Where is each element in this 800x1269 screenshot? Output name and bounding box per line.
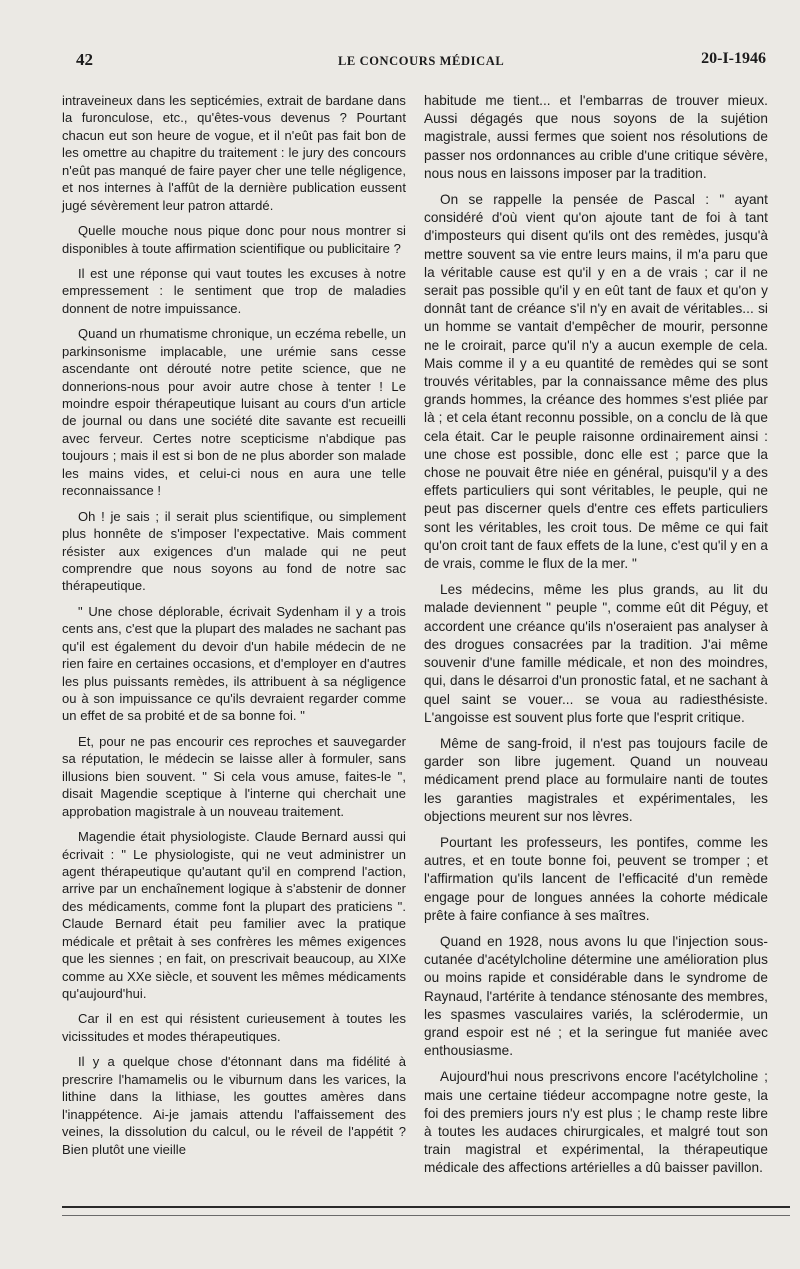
page-number: 42	[76, 50, 93, 69]
paragraph: Quelle mouche nous pique donc pour nous montrer si disponibles à toute affirmation scientifique ou publicitaire ?	[62, 223, 406, 256]
paragraph: Et, pour ne pas encourir ces reproches et sauvegarder sa réputation, le médecin se laisse aller à formuler, sans illusions bien souvent. " Si cela vous amuse, faites-le ", disait Magendie sceptique à l'interne qui cherchait une approbation magistrale à un nouveau traitement.	[62, 733, 406, 819]
paragraph: Quand un rhumatisme chronique, un eczéma rebelle, un parkinsonisme implacable, une urémie sans cesse ascendante ont dérouté notre petite science, que ne donnerions-nous pour avoir autre chose à tenter ! Le moindre espoir thérapeutique luisant au cours d'un article de journal ou dans une société dite savante est recueilli avec ferveur. Certes notre scepticisme n'abdique pas toujours ; mais il est si bon de ne plus aborder son malade les mains vides, et celui-ci nous en aura une telle reconnaissance !	[62, 326, 406, 499]
right-column	[424, 92, 768, 1186]
paragraph: Oh ! je sais ; il serait plus scientifique, ou simplement plus honnête de s'imposer l'expectative. Mais comment résister aux exigences d'un malade qui ne peut comprendre que nous soyons au fond de notre sac thérapeutique.	[62, 508, 406, 594]
paragraph: Il est une réponse qui vaut toutes les excuses à notre empressement : le sentiment que trop de maladies donnent de notre impuissance.	[62, 265, 406, 316]
paragraph: Il y a quelque chose d'étonnant dans ma fidélité à prescrire l'hamamelis ou le viburnum dans les varices, la lithine dans la lithiase, les gouttes amères dans l'inappétence. Ai-je jamais attendu l'affaissement des veines, la dissolution du calcul, ou le réveil de l'appétit ? Bien plutôt une vieille	[62, 1054, 406, 1157]
journal-title: LE CONCOURS MÉDICAL	[338, 54, 505, 68]
paragraph: habitude me tient... et l'embarras de trouver mieux. Aussi dégagés que nous soyons de la sujétion magistrale, aussi fermes que soient nos résolutions de passer nos ordonnances au crible d'une critique sévère, nous nous en laissons imposer par la tradition.	[424, 93, 768, 181]
footer-rule	[62, 1206, 790, 1208]
paragraph: intraveineux dans les septicémies, extrait de bardane dans la furonculose, etc., qu'êtes-vous devenus ? Pourtant chacun eut son heure de vogue, et il n'eût pas fait bon de les omettre au chapitre du traitement : le jury des concours n'eût pas manqué de faire payer cher une telle négligence, et nos internes à l'affût de la dernière publication eussent jugé sévèrement leur patron attardé.	[62, 93, 406, 213]
paragraph: Car il en est qui résistent curieusement à toutes les vicissitudes et modes thérapeutiques.	[62, 1011, 406, 1044]
footer-rule-thin	[62, 1215, 790, 1216]
paragraph: Quand en 1928, nous avons lu que l'injection sous-cutanée d'acétylcholine détermine une amélioration plus ou moins rapide et considérable dans le syndrome de Raynaud, l'artérite à tendance sténosante des membres, les spasmes vasculaires variés, la sclérodermie, un grand espoir est né ; et la seringue fut maniée avec enthousiasme.	[424, 933, 768, 1059]
paragraph: Les médecins, même les plus grands, au lit du malade deviennent " peuple ", comme eût dit Péguy, et accordent une créance qu'ils n'oseraient pas analyser à des drogues consacrées par la tradition. J'ai même souvenir d'une famille médicale, et non des moindres, qui, dans le désarroi d'un pronostic fatal, et ne sachant à quel saint se vouer... se voua au radiesthésiste. L'angoisse est souvent plus forte que l'esprit critique.	[424, 582, 768, 725]
paragraph: Pourtant les professeurs, les pontifes, comme les autres, et en toute bonne foi, peuvent se tromper ; et l'affirmation qu'ils lancent de l'efficacité d'un remède engage pour de longues années la cohorte médicale prête à faire confiance à ses maîtres.	[424, 834, 768, 923]
paragraph: Même de sang-froid, il n'est pas toujours facile de garder son libre jugement. Quand un nouveau médicament prend place au formulaire nanti de toutes les garanties magistrales et expérimentales, les objections meurent sur nos lèvres.	[424, 735, 768, 824]
paragraph: On se rappelle la pensée de Pascal : " ayant considéré d'où vient qu'on ajoute tant de foi à tant d'imposteurs qui disent qu'ils ont des remèdes, jusqu'à mettre souvent sa vie entre leurs mains, il m'a paru que la véritable cause est qu'il y en a de vrais ; car il ne serait pas possible qu'il y en eût tant de faux et qu'on y donnât tant de créance s'il n'y en avait de véritables... si un homme se vantait d'empêcher de mourir, personne ne le croirait, parce qu'il n'y a aucun exemple de cela. Mais comme il y a eu quantité de remèdes qui se sont trouvés véritables, par la connaissance même des plus grands hommes, la créance des hommes s'est pliée par là ; et cela étant reconnu possible, on a conclu de là que cela était. Car le peuple raisonne ordinairement ainsi : une chose est possible, donc elle est ; parce que la chose ne pouvait être niée en général, puisqu'il y a des effets particuliers qui sont véritables, le peuple, qui ne peut pas discerner quels d'entre ces effets particuliers sont les véritables, les croit tous. De même ce qui fait qu'on croit tant de faux effets de la lune, c'est qu'il y en a de vrais, comme le flux de la mer. "	[424, 192, 768, 572]
page-header	[76, 48, 766, 74]
article-body	[62, 92, 778, 1186]
left-column	[62, 92, 406, 1166]
paragraph: " Une chose déplorable, écrivait Sydenham il y a trois cents ans, c'est que la plupart des malades ne sachant pas qu'il est également du devoir d'un habile médecin de ne rien faire en certaines occasions, et d'employer en d'autres les plus puissants remèdes, ils attribuent à sa négligence ou à son impuissance ce qu'ils devraient regarder comme un effet de sa probité et de sa bonne foi. "	[62, 603, 406, 724]
issue-date: 20-I-1946	[701, 50, 766, 67]
paragraph: Magendie était physiologiste. Claude Bernard aussi qui écrivait : " Le physiologiste, qui ne veut administrer un agent thérapeutique qu'autant qu'il en comprend l'action, arrive par un enchaînement logique à s'abstenir de donner des médicaments, comme font la plupart des praticiens ". Claude Bernard était peu familier avec la pratique médicale et prêtait à ses confrères les mêmes exigences que les siennes ; en fait, on prescrivait beaucoup, au XIXe comme au XXe siècle, et souvent les mêmes médicaments qu'aujourd'hui.	[62, 829, 406, 1001]
paragraph: Aujourd'hui nous prescrivons encore l'acétylcholine ; mais une certaine tiédeur accompagne notre geste, la foi des premiers jours n'y est plus ; le champ reste libre à toutes les audaces chirurgicales, et malgré tout son train magistral et expérimental, la thérapeutique médicale des affections artérielles a dû baisser pavillon.	[424, 1069, 768, 1176]
